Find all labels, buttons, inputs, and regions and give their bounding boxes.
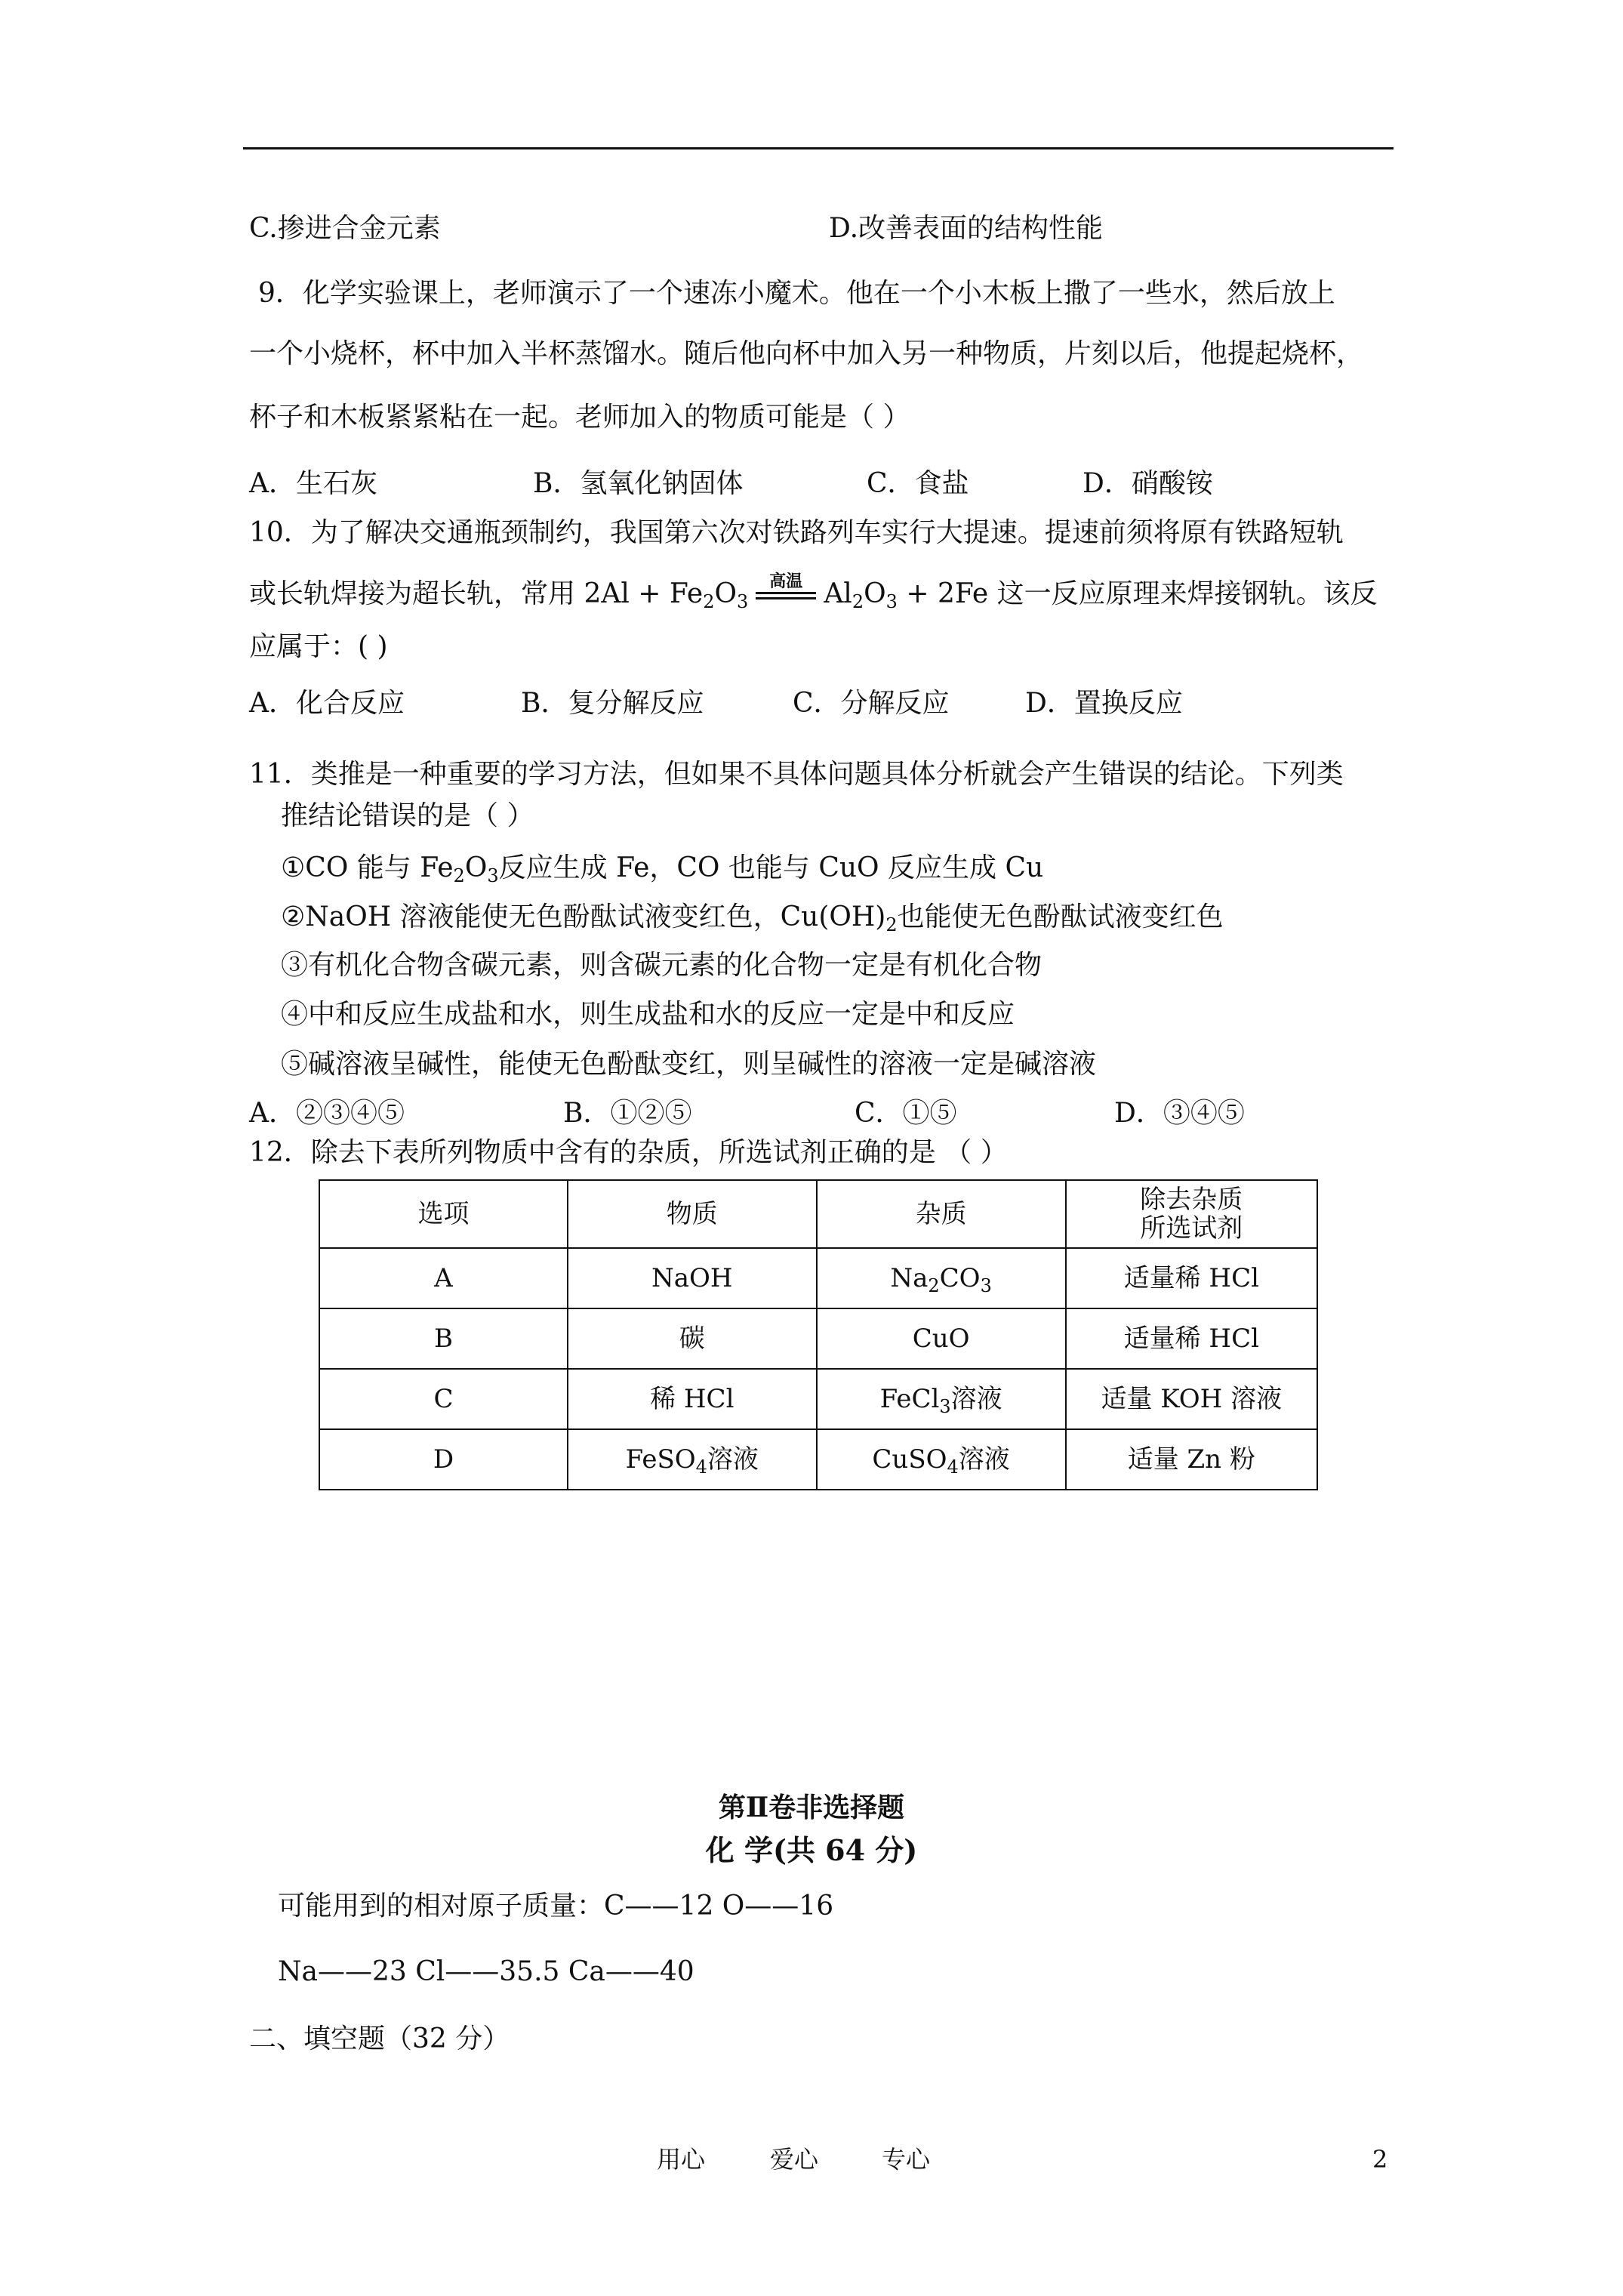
table-row — [319, 1429, 1317, 1490]
table-header-row — [319, 1180, 1317, 1248]
table-row — [319, 1369, 1317, 1429]
cell-reagent: 适量 Zn 粉 — [1066, 1429, 1317, 1490]
table-row — [319, 1308, 1317, 1369]
q10-option-c: C．分解反应 — [793, 688, 950, 719]
q11-statement-1: ①CO 能与 $Fe_2O_3$反应生成 Fe，CO 也能与 CuO 反应生成 Cu — [281, 852, 1044, 886]
q10-option-a: A．化合反应 — [249, 688, 405, 719]
header-rule — [243, 147, 1394, 149]
q11-option-b: B．①②⑤ — [563, 1098, 692, 1129]
cell-option: B — [319, 1308, 568, 1369]
cell-substance: FeSO$_4$溶液 — [568, 1429, 817, 1490]
cell-impurity: FeCl$_3$溶液 — [817, 1369, 1066, 1429]
cell-substance: 碳 — [568, 1308, 817, 1369]
page-number: 2 — [1372, 2145, 1388, 2174]
part2-title: 第Ⅱ卷非选择题 — [718, 1792, 905, 1823]
q11-line-2: 推结论错误的是（ ） — [281, 800, 534, 831]
q11-statement-5: ⑤碱溶液呈碱性，能使无色酚酞变红，则呈碱性的溶液一定是碱溶液 — [281, 1049, 1097, 1080]
cell-option: C — [319, 1369, 568, 1429]
q9-option-d: D．硝酸铵 — [1083, 468, 1213, 499]
q11-statement-4: ④中和反应生成盐和水，则生成盐和水的反应一定是中和反应 — [281, 999, 1015, 1030]
footer-word-2: 爱心 — [770, 2145, 819, 2174]
q11-line-1: 11．类推是一种重要的学习方法，但如果不具体问题具体分析就会产生错误的结论。下列类 — [249, 759, 1344, 790]
q10-option-d: D．置换反应 — [1025, 688, 1183, 719]
q9-line-3: 杯子和木板紧紧粘在一起。老师加入的物质可能是（ ） — [249, 402, 910, 433]
q10-line-3: 应属于：( ) — [249, 631, 388, 662]
part2-subtitle: 化 学(共 64 分) — [705, 1833, 918, 1867]
cell-impurity: CuO — [817, 1308, 1066, 1369]
atomic-mass-line-1: 可能用到的相对原子质量：C——12 O——16 — [278, 1891, 834, 1922]
q11-option-c: C．①⑤ — [855, 1098, 957, 1129]
cell-option: A — [319, 1248, 568, 1308]
reaction-condition-sign: 高温 — [751, 577, 821, 607]
footer-word-3: 专心 — [882, 2145, 931, 2174]
q11-statement-2: ②NaOH 溶液能使无色酚酞试液变红色，$Cu(OH)_2$也能使无色酚酞试液变红色 — [281, 901, 1224, 935]
header-impurity: 杂质 — [817, 1180, 1066, 1248]
q10-line-2: 或长轨焊接为超长轨，常用 $2Al + Fe_2O_3$ 高温 $Al_2O_3 + 2Fe$ 这一反应原理来焊接钢轨。该反 — [249, 572, 1378, 612]
atomic-mass-line-2: Na——23 Cl——35.5 Ca——40 — [278, 1956, 694, 1987]
q9-option-b: B．氢氧化钠固体 — [533, 468, 744, 499]
header-reagent: 除去杂质 所选试剂 — [1066, 1180, 1317, 1248]
header-substance: 物质 — [568, 1180, 817, 1248]
q9-option-a: A．生石灰 — [249, 468, 377, 499]
cell-reagent: 适量 KOH 溶液 — [1066, 1369, 1317, 1429]
q10-option-b: B．复分解反应 — [521, 688, 704, 719]
header-option: 选项 — [319, 1180, 568, 1248]
cell-option: D — [319, 1429, 568, 1490]
q10-line-1: 10．为了解决交通瓶颈制约，我国第六次对铁路列车实行大提速。提速前须将原有铁路短轨 — [249, 517, 1344, 548]
q9-line-2: 一个小烧杯，杯中加入半杯蒸馏水。随后他向杯中加入另一种物质，片刻以后，他提起烧杯， — [249, 338, 1364, 369]
table-row — [319, 1248, 1317, 1308]
q11-option-a: A．②③④⑤ — [249, 1098, 405, 1129]
impurity-removal-table — [319, 1179, 1318, 1490]
cell-reagent: 适量稀 HCl — [1066, 1248, 1317, 1308]
q9-option-c: C．食盐 — [867, 468, 969, 499]
cell-impurity: $Na_2CO_3$ — [817, 1248, 1066, 1308]
cell-impurity: CuSO$_4$溶液 — [817, 1429, 1066, 1490]
q8-option-c: C.掺进合金元素 — [249, 213, 441, 244]
q9-line-1: 9．化学实验课上，老师演示了一个速冻小魔术。他在一个小木板上撒了一些水，然后放上 — [258, 278, 1335, 309]
q11-statement-3: ③有机化合物含碳元素，则含碳元素的化合物一定是有机化合物 — [281, 950, 1042, 981]
cell-substance: NaOH — [568, 1248, 817, 1308]
q12-line-1: 12．除去下表所列物质中含有的杂质，所选试剂正确的是 （ ） — [249, 1137, 1008, 1168]
footer-word-1: 用心 — [657, 2145, 706, 2174]
q8-option-d: D.改善表面的结构性能 — [829, 213, 1104, 244]
cell-reagent: 适量稀 HCl — [1066, 1308, 1317, 1369]
q11-option-d: D．③④⑤ — [1114, 1098, 1245, 1129]
section-heading: 二、填空题（32 分） — [249, 2023, 510, 2054]
cell-substance: 稀 HCl — [568, 1369, 817, 1429]
